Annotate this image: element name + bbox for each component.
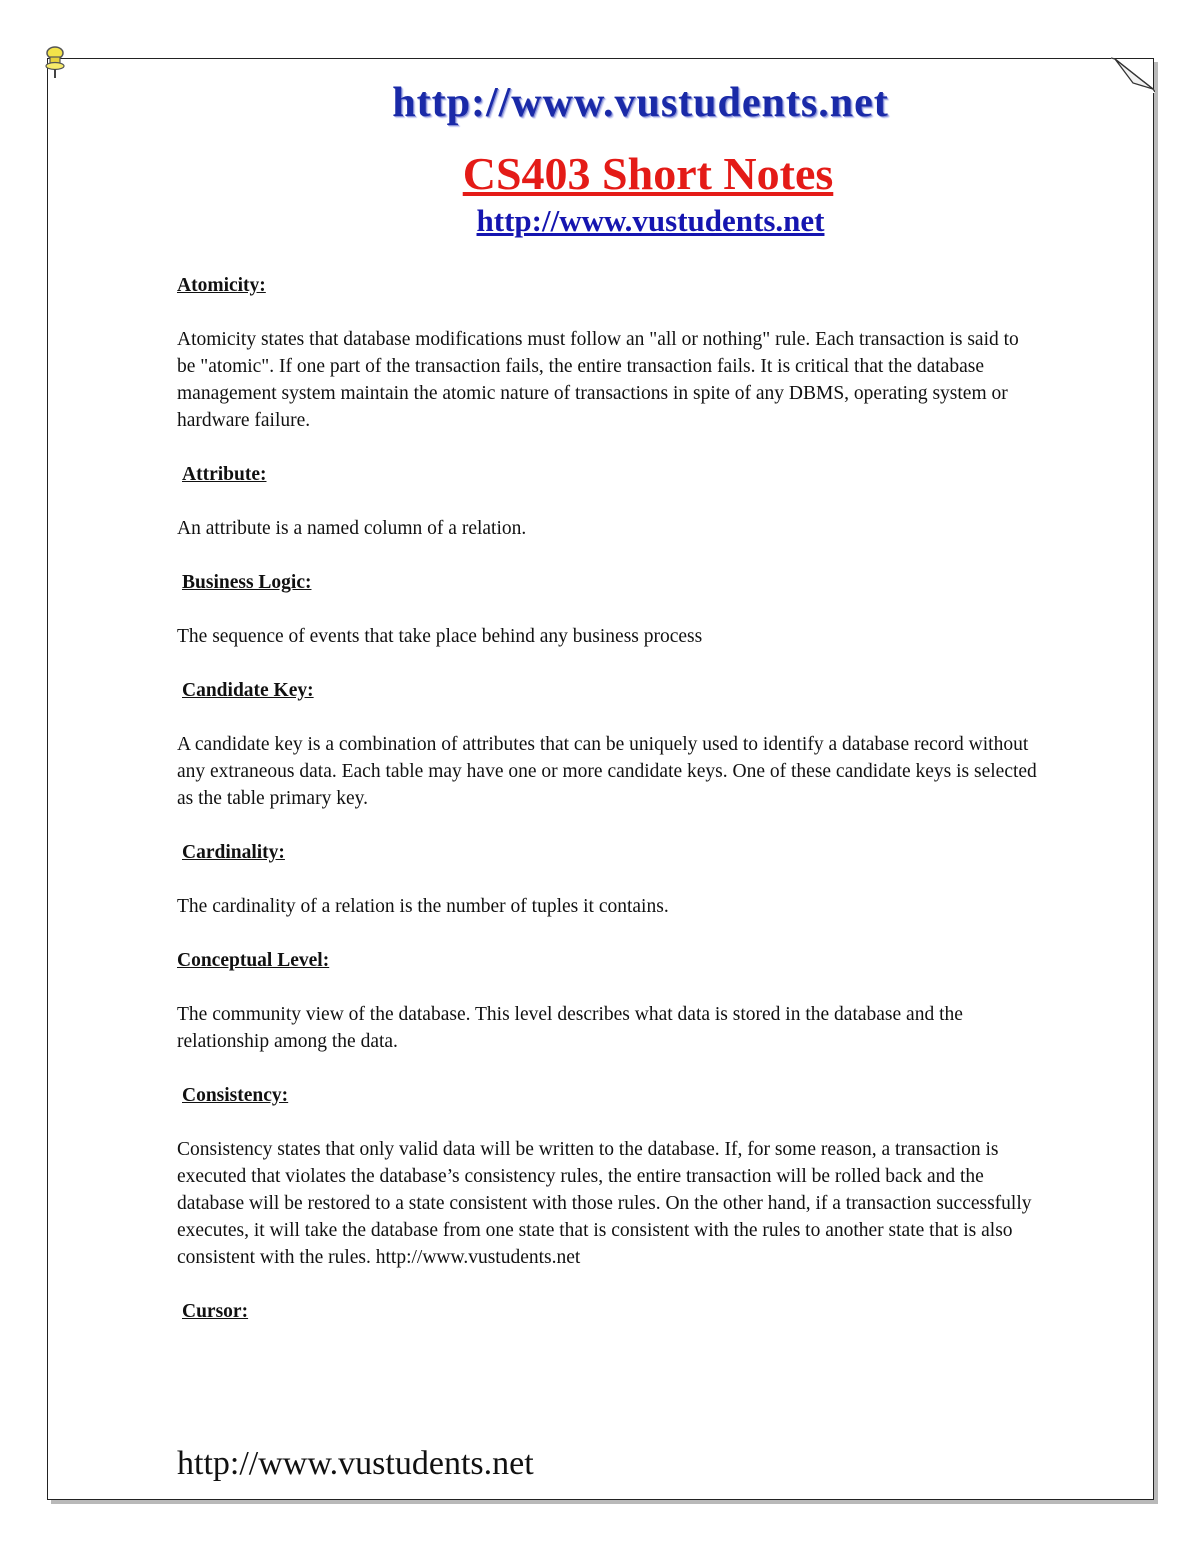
entry-term: Consistency: bbox=[182, 1085, 289, 1106]
entry-candidate-key bbox=[177, 677, 1037, 812]
document-page bbox=[47, 58, 1154, 1500]
pushpin-icon bbox=[40, 45, 70, 79]
entry-consistency bbox=[177, 1082, 1037, 1271]
entry-definition: Consistency states that only valid data will be written to the database. If, for some reason, a transaction is executed that violates the database’s consistency rules, the entire transaction will be rolled back and the database will be restored to a state consistent with those rules. On the other hand, if a transaction successfully executes, it will take the database from one state that is consistent with the rules to another state that is also consistent with the rules. http://www.vustudents.net bbox=[177, 1139, 1032, 1268]
header-site-url[interactable]: http://www.vustudents.net bbox=[392, 80, 889, 126]
entry-term: Candidate Key: bbox=[182, 680, 314, 701]
entry-definition: Atomicity states that database modifications must follow an "all or nothing" rule. Each transaction is said to be "atomic". If one part of the transaction fails, the entire transaction fails. It is critical that the database management system maintain the atomic nature of transactions in spite of any DBMS, operating system or hardware failure. bbox=[177, 329, 1019, 431]
entry-term: Cursor: bbox=[182, 1301, 249, 1322]
entry-term: Business Logic: bbox=[182, 572, 312, 593]
entry-term: Cardinality: bbox=[182, 842, 285, 863]
entry-business-logic bbox=[177, 569, 1037, 650]
entry-definition: The community view of the database. This level describes what data is stored in the database and the relationship among the data. bbox=[177, 1004, 963, 1052]
entry-cardinality bbox=[177, 839, 1037, 920]
entry-definition: The sequence of events that take place behind any business process bbox=[177, 626, 703, 647]
entry-conceptual-level bbox=[177, 947, 1037, 1055]
footer-url[interactable]: http://www.vustudents.net bbox=[177, 1445, 534, 1482]
entry-cursor bbox=[177, 1298, 1037, 1325]
page-title: CS403 Short Notes bbox=[462, 148, 834, 199]
notes-content bbox=[177, 272, 1037, 1352]
entry-term: Attribute: bbox=[182, 464, 267, 485]
entry-definition: An attribute is a named column of a relation. bbox=[177, 518, 527, 539]
title-link[interactable]: http://www.vustudents.net bbox=[476, 203, 825, 238]
entry-term: Atomicity: bbox=[177, 275, 266, 296]
entry-definition: A candidate key is a combination of attributes that can be uniquely used to identify a database record without any extraneous data. Each table may have one or more candidate keys. One of these candidate keys is selected as the table primary key. bbox=[177, 734, 1037, 809]
entry-definition: The cardinality of a relation is the number of tuples it contains. bbox=[177, 896, 669, 917]
entry-atomicity bbox=[177, 272, 1037, 434]
entry-attribute bbox=[177, 461, 1037, 542]
entry-term: Conceptual Level: bbox=[177, 950, 330, 971]
